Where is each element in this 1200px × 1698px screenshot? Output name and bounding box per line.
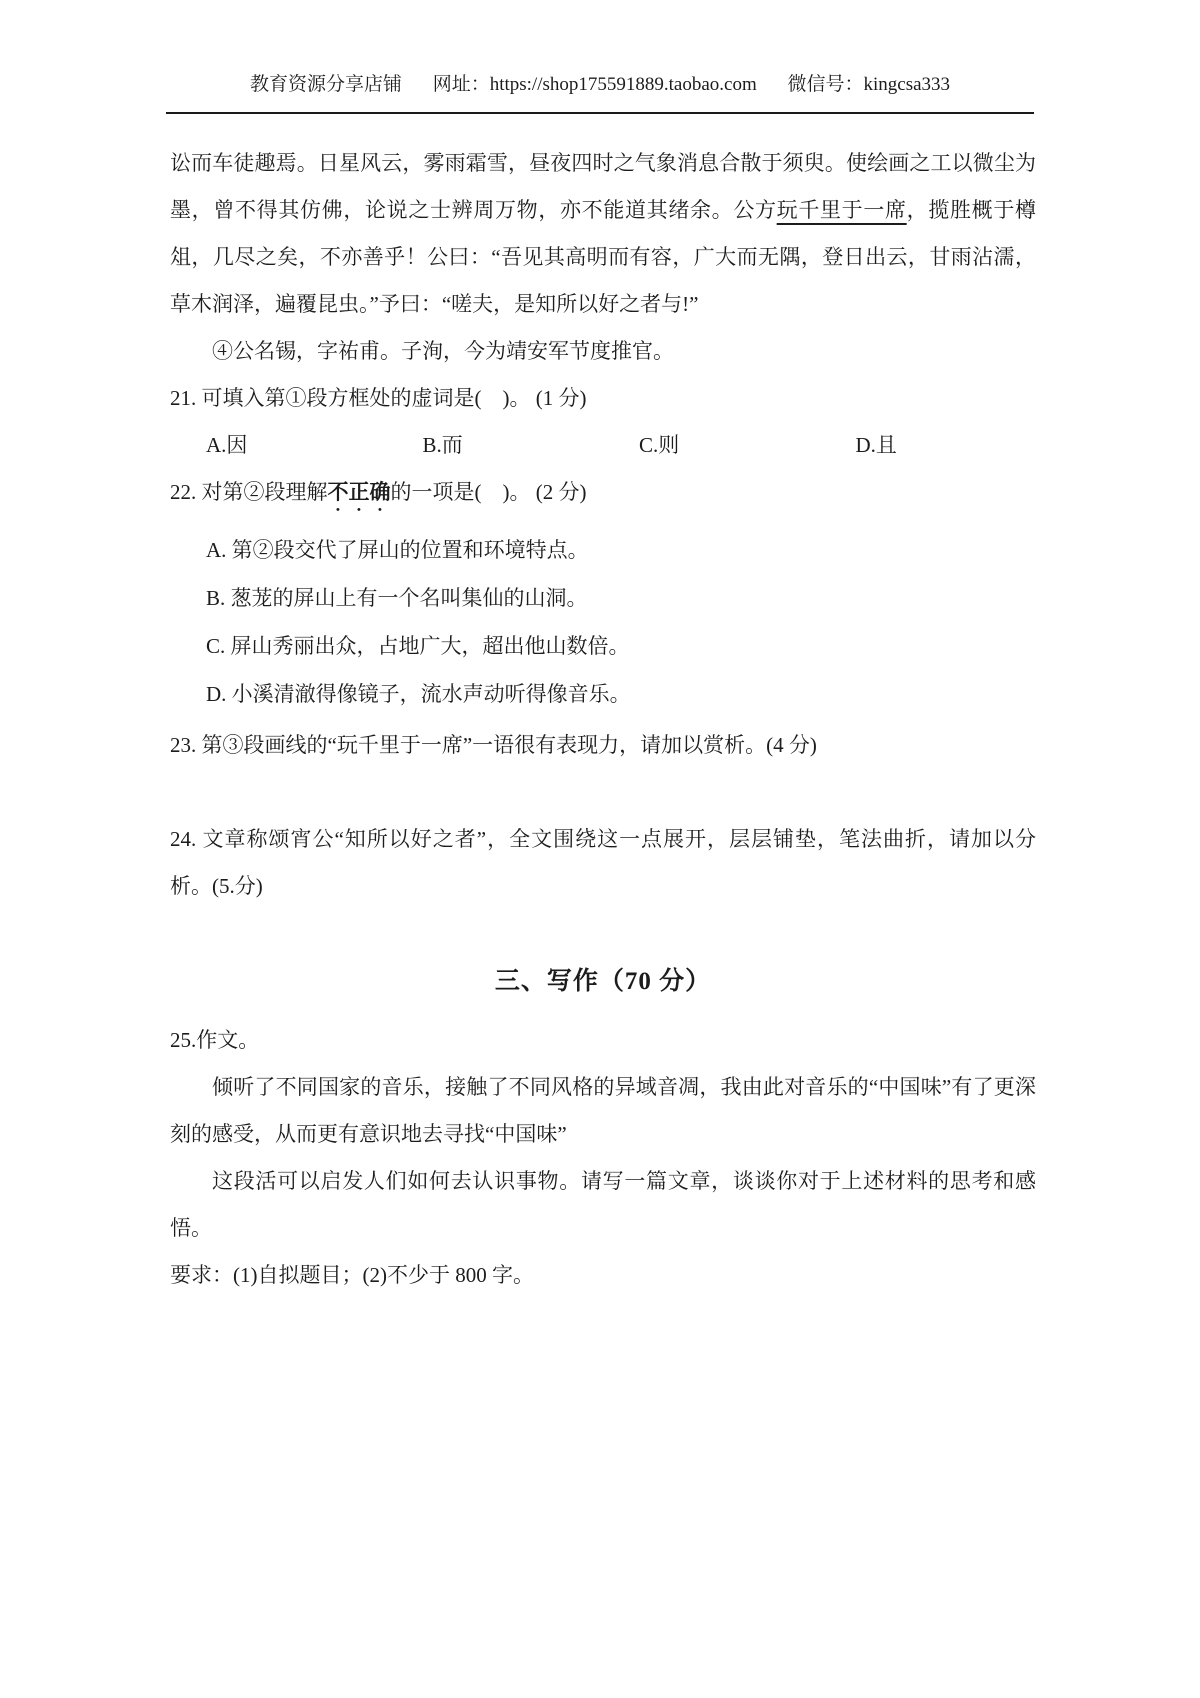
passage-footnote: ④公名锡，字祐甫。子洵，今为靖安军节度推官。 — [212, 339, 674, 363]
question-24: 24. 文章称颂宵公“知所以好之者”，全文围绕这一点展开，层层铺垫，笔法曲折，请加以分析。(5.分) — [170, 827, 1036, 898]
question-25: 25.作文。 — [170, 1028, 260, 1052]
exam-content — [170, 140, 1036, 1299]
question-22-suffix: 的一项是( )。 (2 分) — [390, 480, 587, 504]
passage-text-after: ，揽胜概于樽俎，几尽之矣，不亦善乎！公曰：“吾见其高明而有容，广大而无隅，登日出云，甘雨沾濡，草木润泽，遍覆昆虫。”予曰：“嗟夫，是知所以好之者与!” — [170, 198, 1037, 316]
passage-underlined-phrase: 玩千里于一席 — [776, 198, 907, 222]
question-22-options — [170, 526, 1036, 718]
option-21-c: C.则 — [639, 433, 680, 457]
option-21-b: B.而 — [422, 433, 463, 457]
option-22-d: D. 小溪清澈得像镜子，流水声动听得像音乐。 — [206, 682, 631, 706]
passage-text-before: 讼而车徒趣焉。日星风云，雾雨霜雪，昼夜四时之气象消息合散于须臾。使绘画之工以微尘为墨，曾不得其仿佛，论说之士辨周万物，亦不能道其绪余。公方 — [170, 151, 1036, 222]
question-21: 21. 可填入第①段方框处的虚词是( )。 (1 分) — [170, 386, 587, 410]
shop-name: 教育资源分享店铺 — [249, 74, 402, 95]
writing-section-heading: 三、写作（70 分） — [494, 968, 712, 995]
page-header — [166, 72, 1034, 114]
shop-url: 网址：https://shop175591889.taobao.com — [432, 74, 757, 95]
wechat-id: 微信号：kingcsa333 — [787, 74, 951, 95]
question-22-prefix: 22. 对第②段理解 — [170, 480, 328, 504]
question-22 — [170, 469, 1036, 516]
question-23: 23. 第③段画线的“玩千里于一席”一语很有表现力，请加以赏析。(4 分) — [170, 733, 817, 757]
essay-prompt-paragraph-1: 倾听了不同国家的音乐，接触了不同风格的异域音凋，我由此对音乐的“中国味”有了更深刻的感受，从而更有意识地去寻找“中国味” — [170, 1075, 1036, 1146]
option-22-c: C. 屏山秀丽出众，占地广大，超出他山数倍。 — [206, 634, 630, 658]
option-22-a: A. 第②段交代了屏山的位置和环境特点。 — [206, 538, 589, 562]
option-21-a: A.因 — [206, 433, 248, 457]
essay-prompt-paragraph-2: 这段活可以启发人们如何去认识事物。请写一篇文章，谈谈你对于上述材料的思考和感悟。 — [170, 1169, 1036, 1240]
question-22-emphasized-word: 不正确 — [327, 480, 391, 504]
passage-paragraph — [170, 140, 1036, 328]
option-22-b: B. 葱茏的屏山上有一个名叫集仙的山洞。 — [206, 586, 588, 610]
question-21-options — [170, 422, 1036, 469]
essay-requirements: 要求：(1)自拟题目；(2)不少于 800 字。 — [170, 1263, 534, 1287]
option-21-d: D.且 — [855, 433, 897, 457]
